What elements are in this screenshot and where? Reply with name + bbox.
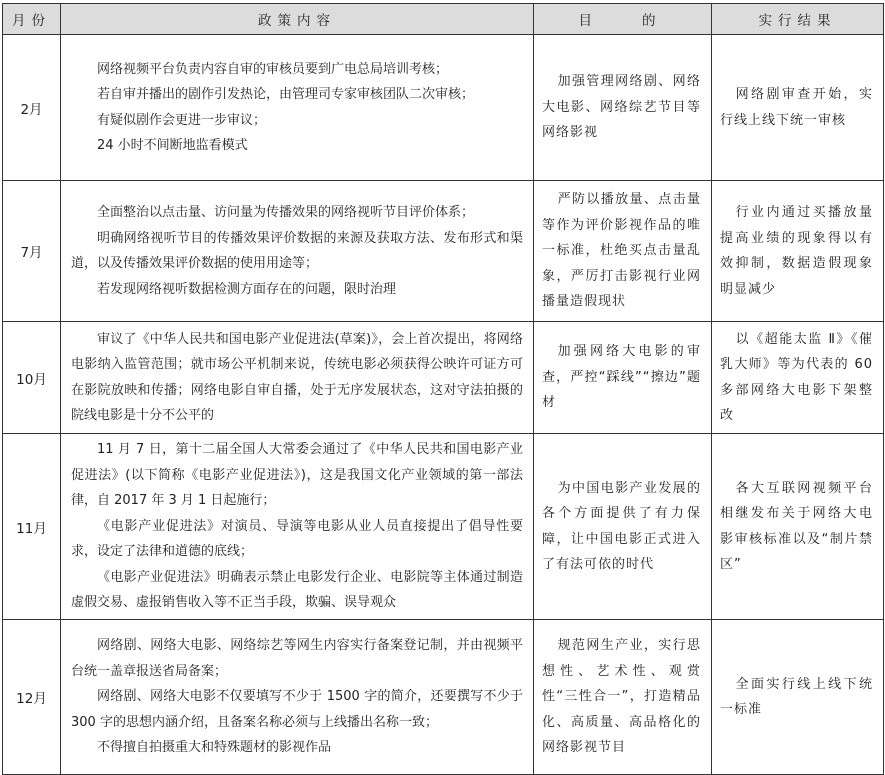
- table-row: [3, 322, 884, 434]
- header-content: 政策内容: [61, 4, 534, 35]
- policy-item: 网络视频平台负责内容自审的审核员要到广电总局培训考核；: [97, 61, 449, 77]
- policy-item: 《电影产业促进法》明确表示禁止电影发行企业、电影院等主体通过制造虚假交易、虚报销售收入等不正当手段，欺骗、误导观众: [71, 569, 523, 611]
- policy-item: 若发现网络视听数据检测方面存在的问题，限时治理: [97, 281, 397, 297]
- policy-item: 不得擅自拍摄重大和特殊题材的影视作品: [97, 740, 332, 756]
- policy-content-cell: [61, 620, 534, 775]
- result-cell: [712, 181, 884, 322]
- result-cell: [712, 620, 884, 775]
- month-cell: 10月: [3, 322, 61, 434]
- purpose-text: 加强网络大电影的审查，严控“踩线”“擦边”题材: [542, 344, 701, 411]
- result-text: 以《超能太监 Ⅱ》《催乳大师》等为代表的 60 多部网络大电影下架整改: [720, 331, 873, 423]
- result-text: 网络剧审查开始，实行线上线下统一审核: [720, 87, 873, 128]
- result-text: 各大互联网视频平台相继发布关于网络大电影审核标准以及“制片禁区”: [720, 480, 873, 572]
- month-cell: 11月: [3, 434, 61, 620]
- policy-item: 明确网络视听节目的传播效果评价数据的来源及获取方法、发布形式和渠道，以及传播效果评价数据的使用用途等；: [71, 230, 523, 271]
- policy-item: 若自审并播出的剧作引发热论，由管理司专家审核团队二次审核；: [97, 87, 475, 102]
- policy-item: 网络剧、网络大电影、网络综艺等网生内容实行备案登记制，并由视频平台统一盖章报送省局备案；: [71, 638, 523, 679]
- result-cell: [712, 322, 884, 434]
- purpose-cell: [534, 35, 712, 181]
- purpose-cell: [534, 322, 712, 434]
- policy-item: 《电影产业促进法》对演员、导演等电影从业人员直接提出了倡导性要求，设定了法律和道德的底线；: [71, 518, 523, 560]
- policy-table: [2, 3, 884, 775]
- purpose-text: 为中国电影产业发展的各个方面提供了有力保障，让中国电影正式进入了有法可依的时代: [542, 480, 701, 572]
- policy-item: 全面整治以点击量、访问量为传播效果的网络视听节目评价体系；: [97, 205, 475, 220]
- result-cell: [712, 434, 884, 620]
- purpose-cell: [534, 434, 712, 620]
- month-cell: 7月: [3, 181, 61, 322]
- policy-content-cell: [61, 35, 534, 181]
- policy-item: 11 月 7 日，第十二届全国人大常委会通过了《中华人民共和国电影产业促进法》(以下简称《电影产业促进法》)，这是我国文化产业领域的第一部法律，自 2017 年 3 月 1 日起施行；: [71, 442, 523, 509]
- policy-item: 有疑似剧作会更进一步审议；: [97, 112, 267, 128]
- policy-item: 审议了《中华人民共和国电影产业促进法(草案)》，会上首次提出，将网络电影纳入监管范围；就市场公平机制来说，传统电影必须获得公映许可证方可在影院放映和传播；网络电影自审自播，处于无序发展状态，这对守法拍摄的院线电影是十分不公平的: [71, 331, 523, 423]
- purpose-text: 规范网生产业，实行思想性、艺术性、观赏性“三性合一”，打造精品化、高质量、高品格化的网络影视节目: [542, 638, 701, 756]
- header-month: 月份: [3, 4, 61, 35]
- header-result: 实行结果: [712, 4, 884, 35]
- policy-content-cell: [61, 322, 534, 434]
- table-row: [3, 620, 884, 775]
- table-row: [3, 434, 884, 620]
- policy-content-cell: [61, 181, 534, 322]
- month-cell: 12月: [3, 620, 61, 775]
- policy-content-cell: [61, 434, 534, 620]
- month-cell: 2月: [3, 35, 61, 181]
- header-purpose: 目的: [534, 4, 712, 35]
- policy-item: 24 小时不间断地监看模式: [97, 138, 248, 153]
- result-text: 全面实行线上线下统一标准: [720, 676, 873, 717]
- result-cell: [712, 35, 884, 181]
- purpose-text: 加强管理网络剧、网络大电影、网络综艺节目等网络影视: [542, 74, 701, 141]
- purpose-cell: [534, 181, 712, 322]
- table-row: [3, 35, 884, 181]
- purpose-cell: [534, 620, 712, 775]
- result-text: 行业内通过买播放量提高业绩的现象得以有效抑制，数据造假现象明显减少: [720, 205, 873, 297]
- policy-item: 网络剧、网络大电影不仅要填写不少于 1500 字的简介，还要撰写不少于 300 字的思想内涵介绍，且备案名称必须与上线播出名称一致；: [71, 689, 523, 730]
- purpose-text: 严防以播放量、点击量等作为评价影视作品的唯一标准，杜绝买点击量乱象，严厉打击影视行业网播量造假现状: [542, 192, 701, 310]
- table-row: [3, 181, 884, 322]
- header-row: [3, 4, 884, 35]
